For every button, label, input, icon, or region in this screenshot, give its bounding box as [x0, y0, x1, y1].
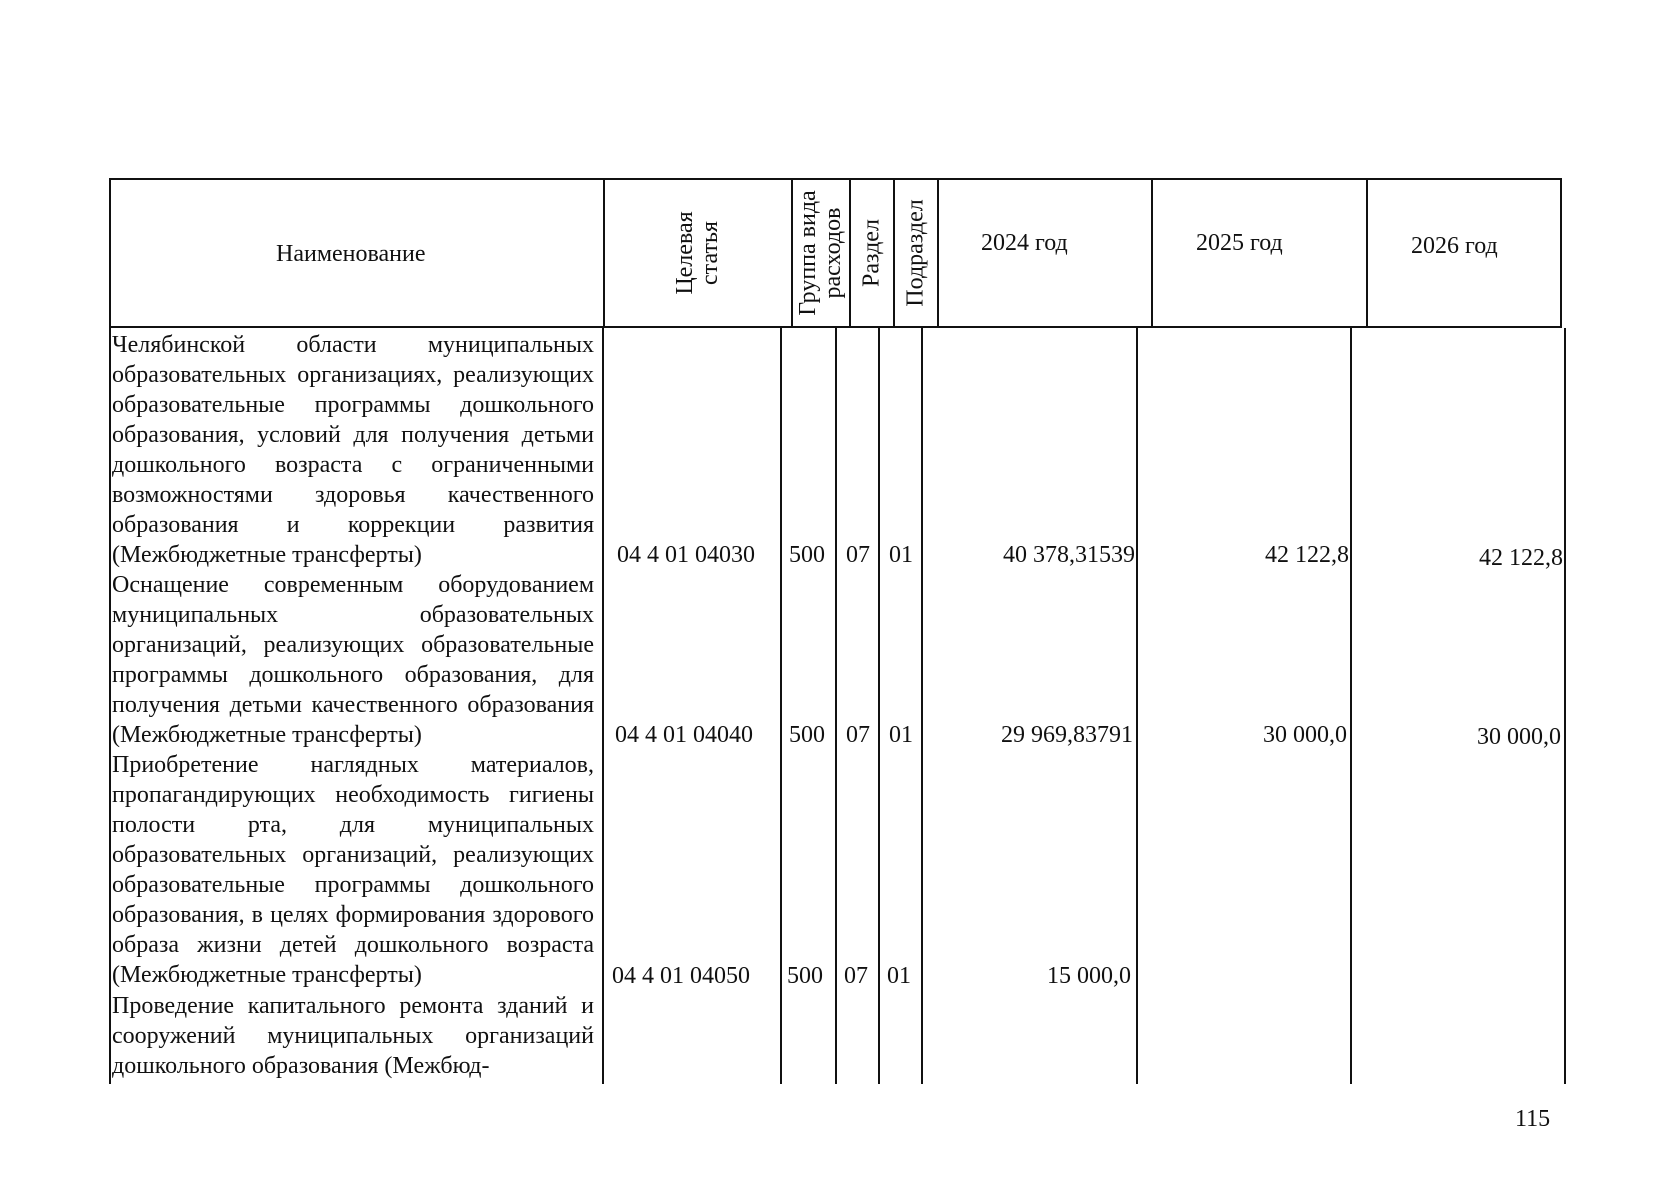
column-line [921, 328, 923, 1084]
header-name: Наименование [276, 241, 426, 267]
header-expense-group-label: Группа вида расходов [795, 190, 846, 316]
row-2-code: 04 4 01 04040 [615, 722, 753, 748]
row-1-section: 07 [846, 542, 870, 568]
row-3-group: 500 [787, 963, 823, 989]
row-3-name: Приобретение наглядных материалов, пропагандирующих необходимость гигиены полости рта, для муниципальных образовательных организаций, реализующих образовательные программы дошкольного образования, в целях формирования здорового образа жизни детей дошкольного возраста (Межбюджетные трансферты) [112, 752, 594, 988]
table-header [109, 178, 1562, 328]
row-3-subsection: 01 [887, 963, 911, 989]
column-line [602, 328, 604, 1084]
header-target-article-label: Целевая статья [672, 211, 723, 295]
row-1-2026: 42 122,8 [1479, 545, 1563, 571]
row-3-section: 07 [844, 963, 868, 989]
row-2-2026: 30 000,0 [1477, 724, 1561, 750]
row-3-code: 04 4 01 04050 [612, 963, 750, 989]
row-3-2024: 15 000,0 [1047, 963, 1131, 989]
row-1-2024: 40 378,31539 [1003, 542, 1135, 568]
row-1-2025: 42 122,8 [1265, 542, 1349, 568]
column-line [1350, 328, 1352, 1084]
row-2-2025: 30 000,0 [1263, 722, 1347, 748]
column-line [780, 328, 782, 1084]
row-2-group: 500 [789, 722, 825, 748]
row-2-2024: 29 969,83791 [1001, 722, 1133, 748]
column-line [835, 328, 837, 1084]
header-expense-group [793, 180, 849, 326]
column-line [1564, 328, 1566, 1084]
row-1-code: 04 4 01 04030 [617, 542, 755, 568]
column-line [1136, 328, 1138, 1084]
row-4-name: Проведение капитального ремонта зданий и сооружений муниципальных организаций дошкольного образования (Межбюд- [112, 993, 594, 1079]
row-1-subsection: 01 [889, 542, 913, 568]
header-2026: 2026 год [1411, 233, 1498, 259]
column-line [878, 328, 880, 1084]
row-2-subsection: 01 [889, 722, 913, 748]
header-subsection [895, 180, 937, 326]
header-section [851, 180, 893, 326]
header-subsection-label: Подраздел [902, 199, 929, 307]
row-2-section: 07 [846, 722, 870, 748]
row-1-name: Челябинской области муниципальных образовательных организациях, реализующих образовательные программы дошкольного образования, условий для получения детьми дошкольного возраста с ограниченными возможностями здоровья качественного образования и коррекции развития (Межбюджетные трансферты) [112, 332, 594, 568]
header-2025: 2025 год [1196, 230, 1283, 256]
page-number: 115 [1515, 1106, 1551, 1132]
header-section-label: Раздел [858, 219, 885, 287]
column-line [109, 328, 111, 1084]
row-2-name: Оснащение современным оборудованием муниципальных образовательных организаций, реализующих образовательные программы дошкольного образования, для получения детьми качественного образования (Межбюджетные трансферты) [112, 572, 594, 748]
header-target-article [605, 180, 791, 326]
row-1-group: 500 [789, 542, 825, 568]
header-2024: 2024 год [981, 230, 1068, 256]
